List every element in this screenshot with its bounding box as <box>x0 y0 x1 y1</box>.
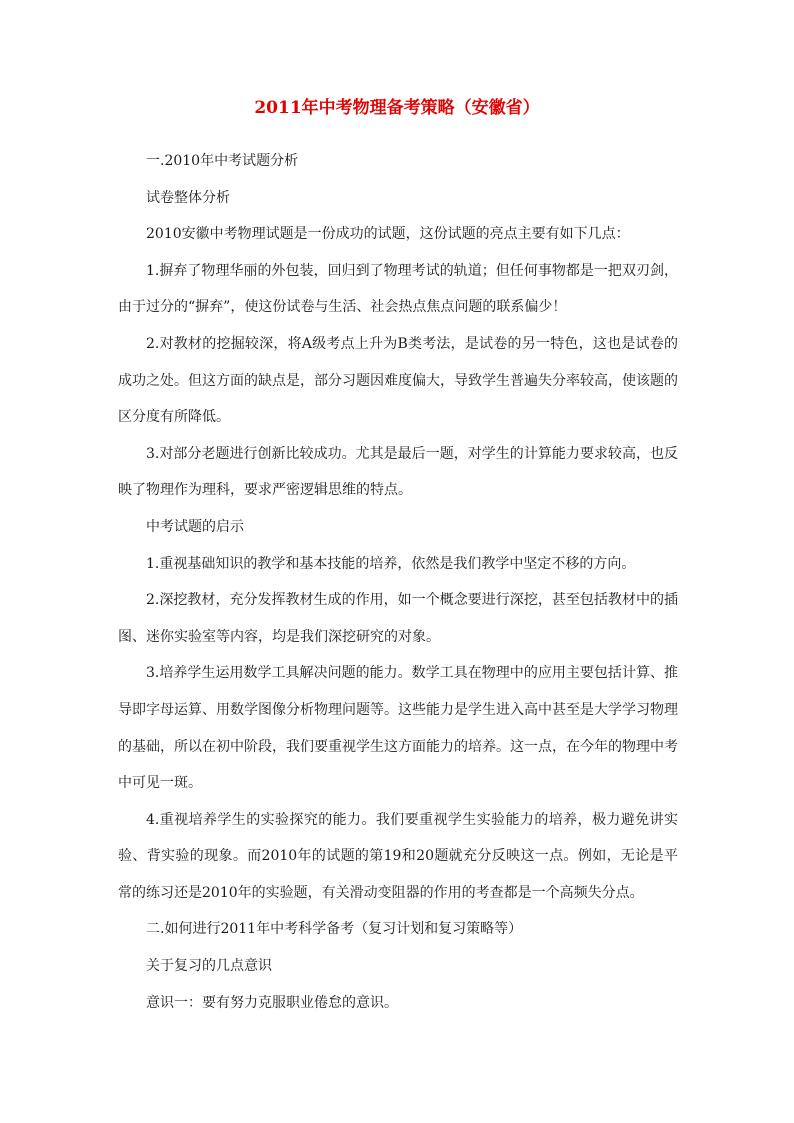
paragraph: 2.深挖教材，充分发挥教材生成的作用，如一个概念要进行深挖，甚至包括教材中的插图、迷你实验室等内容，均是我们深挖研究的对象。 <box>118 592 678 645</box>
paragraph: 4.重视培养学生的实验探究的能力。我们要重视学生实验能力的培养，极力避免讲实验、背实验的现象。而2010年的试题的第19和20题就充分反映这一点。例如，无论是平常的练习还是2010年的实验题，有关滑动变阻器的作用的考查都是一个高频失分点。 <box>118 811 678 901</box>
document-body <box>118 143 678 1021</box>
subsection-heading: 关于复习的几点意识 <box>146 958 272 975</box>
section-heading-1: 一.2010年中考试题分析 <box>146 153 299 169</box>
paragraph: 1.重视基础知识的教学和基本技能的培养，依然是我们教学中坚定不移的方向。 <box>146 555 636 572</box>
subsection-heading: 中考试题的启示 <box>146 518 244 535</box>
paragraph: 2.对教材的挖掘较深，将A级考点上升为B类考法，是试卷的另一特色，这也是试卷的成功之处。但这方面的缺点是，部分习题因难度偏大，导致学生普遍失分率较高，使该题的区分度有所降低。 <box>118 335 678 426</box>
paragraph: 3.培养学生运用数学工具解决问题的能力。数学工具在物理中的应用主要包括计算、推导即字母运算、用数学图像分析物理问题等。这些能力是学生进入高中甚至是大学学习物理的基础，所以在初中阶段，我们要重视学生这方面能力的培养。这一点，在今年的物理中考中可见一斑。 <box>118 665 678 792</box>
paragraph: 3.对部分老题进行创新比较成功。尤其是最后一题，对学生的计算能力要求较高，也反映了物理作为理科，要求严密逻辑思维的特点。 <box>118 445 678 499</box>
document-title: 2011年中考物理备考策略（安徽省） <box>254 98 540 118</box>
paragraph: 1.摒弃了物理华丽的外包装，回归到了物理考试的轨道；但任何事物都是一把双刃剑，由于过分的“摒弃”，使这份试卷与生活、社会热点焦点问题的联系偏少！ <box>118 262 678 316</box>
paragraph: 意识一：要有努力克服职业倦怠的意识。 <box>146 994 398 1011</box>
subsection-heading: 试卷整体分析 <box>146 189 230 206</box>
paragraph: 2010安徽中考物理试题是一份成功的试题，这份试题的亮点主要有如下几点： <box>146 226 630 243</box>
section-heading-2: 二.如何进行2011年中考科学备考（复习计划和复习策略等） <box>146 921 523 938</box>
